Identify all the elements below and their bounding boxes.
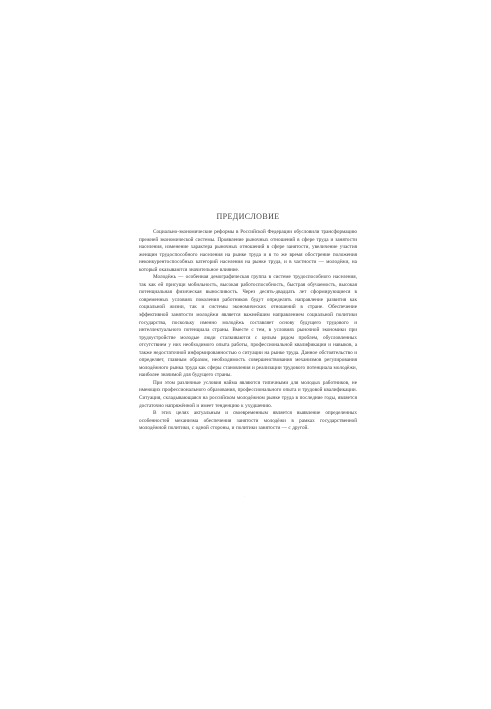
paragraph-1: Социально-экономические реформы в Российской Федерации обусловили трансформацию прежней экономической системы. Проявление рыночных отношений в сфере труда и занятости населения, изменение характера рыночных отношений в сфере занятости, увеличение участия женщин трудоспособного населения на рынке труда и в то же время обострение положения неконкурентоспособных категорий населения на рынке труда, и в частности — молодёжи, на который оказываются значительное влияние. [139, 229, 357, 273]
page-dot-mark: · [244, 494, 246, 499]
document-body [139, 212, 357, 433]
paragraph-2: Молодёжь — особенная демографическая группа в системе трудоспособного населения, так как ей присущи мобильность, высокая работоспособность, быстрая обучаемость, высокая потенциальная физическая выносливость. Через десять-двадцать лет сформирующиеся в современных условиях поколения работников будут определять направление развития как социальной жизни, так и системы экономических отношений в стране. Обеспечение эффективной занятости молодёжи является важнейшим направлением социальной политики государства, поскольку именно молодёжь составляет основу будущего трудового и интеллектуального потенциала страны. Вместе с тем, в условиях рыночной экономики при трудоустройстве молодые люди сталкиваются с целым рядом проблем, обусловленных отсутствием у них необходимого опыта работы, профессиональной квалификации и навыков, а также недостаточной информированностью о ситуации на рынке труда. Данное обстоятельство и определяет, главным образом, необходимость совершенствования механизмов регулирования молодёжного рынка труда как сферы становления и реализации трудового потенциала молодёжи, наиболее значимой для будущего страны. [139, 274, 357, 379]
paragraph-3: При этом различные условия найма являются типичными для молодых работников, не имеющих профессионального образования, профессионального опыта и трудовой квалификации. Ситуация, складывающаяся на российском молодёжном рынке труда в последние годы, является достаточно напряжённой и имеет тенденцию к ухудшению. [139, 379, 357, 409]
page-title: ПРЕДИСЛОВИЕ [216, 212, 280, 221]
paragraph-4: В этих целях актуальным и своевременным является выявление определенных особенностей механизма обеспечения занятости молодёжи в рамках государственной молодёжной политики, с одной стороны, и политики занятости — с другой. [139, 410, 357, 432]
